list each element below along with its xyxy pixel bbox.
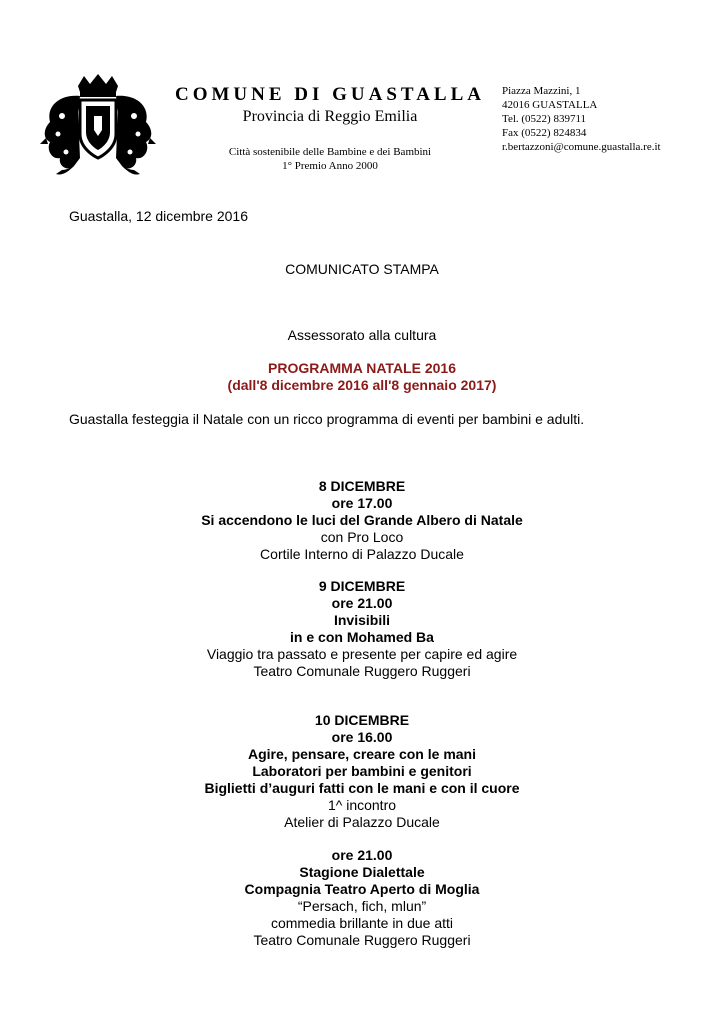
contact-address: Piazza Mazzini, 1	[502, 85, 581, 97]
event-title: Agire, pensare, creare con le mani	[248, 746, 476, 762]
event-date: 8 DICEMBRE	[318, 478, 406, 494]
province-name: Provincia di Reggio Emilia	[242, 108, 418, 125]
event-time: ore 21.00	[331, 847, 393, 863]
event-venue: Atelier di Palazzo Ducale	[284, 814, 440, 830]
event-date: 10 DICEMBRE	[314, 712, 410, 728]
event-description: commedia brillante in due atti	[270, 915, 454, 931]
event-venue: Teatro Comunale Ruggero Ruggeri	[253, 932, 471, 948]
city-tagline: Città sostenibile delle Bambine e dei Bambini	[228, 146, 432, 158]
event-venue: Teatro Comunale Ruggero Ruggeri	[253, 663, 471, 679]
program-title: PROGRAMMA NATALE 2016	[268, 360, 456, 376]
municipality-title: COMUNE DI GUASTALLA	[174, 84, 485, 105]
contact-city: 42016 GUASTALLA	[502, 99, 598, 111]
event-partner: con Pro Loco	[320, 529, 404, 545]
award-tagline: 1° Premio Anno 2000	[282, 160, 378, 172]
event-time: ore 21.00	[331, 595, 393, 611]
contact-fax: Fax (0522) 824834	[502, 127, 587, 139]
event-description: Biglietti d’auguri fatti con le mani e con il cuore	[204, 780, 520, 796]
event-time: ore 16.00	[331, 729, 393, 745]
event-performer: in e con Mohamed Ba	[290, 629, 434, 645]
event-company: Compagnia Teatro Aperto di Moglia	[244, 881, 480, 897]
event-session: 1^ incontro	[327, 797, 397, 813]
department-name: Assessorato alla cultura	[287, 327, 437, 343]
event-title: Stagione Dialettale	[299, 864, 425, 880]
event-subtitle: Laboratori per bambini e genitori	[252, 763, 472, 779]
event-date: 9 DICEMBRE	[318, 578, 406, 594]
contact-phone: Tel. (0522) 839711	[502, 113, 587, 125]
event-title: Si accendono le luci del Grande Albero di Natale	[201, 512, 523, 528]
event-title: Invisibili	[333, 612, 390, 628]
event-venue: Cortile Interno di Palazzo Ducale	[260, 546, 464, 562]
dateline: Guastalla, 12 dicembre 2016	[69, 208, 248, 224]
event-subtitle: Viaggio tra passato e presente per capire ed agire	[206, 646, 518, 662]
program-dates: (dall'8 dicembre 2016 all'8 gennaio 2017)	[227, 377, 497, 393]
coat-of-arms-logo	[40, 72, 156, 180]
press-release-heading: COMUNICATO STAMPA	[285, 261, 439, 277]
event-play-title: “Persach, fich, mlun”	[297, 898, 427, 914]
intro-paragraph: Guastalla festeggia il Natale con un ricco programma di eventi per bambini e adulti.	[69, 411, 585, 427]
event-time: ore 17.00	[331, 495, 393, 511]
contact-email: r.bertazzoni@comune.guastalla.re.it	[502, 141, 661, 153]
